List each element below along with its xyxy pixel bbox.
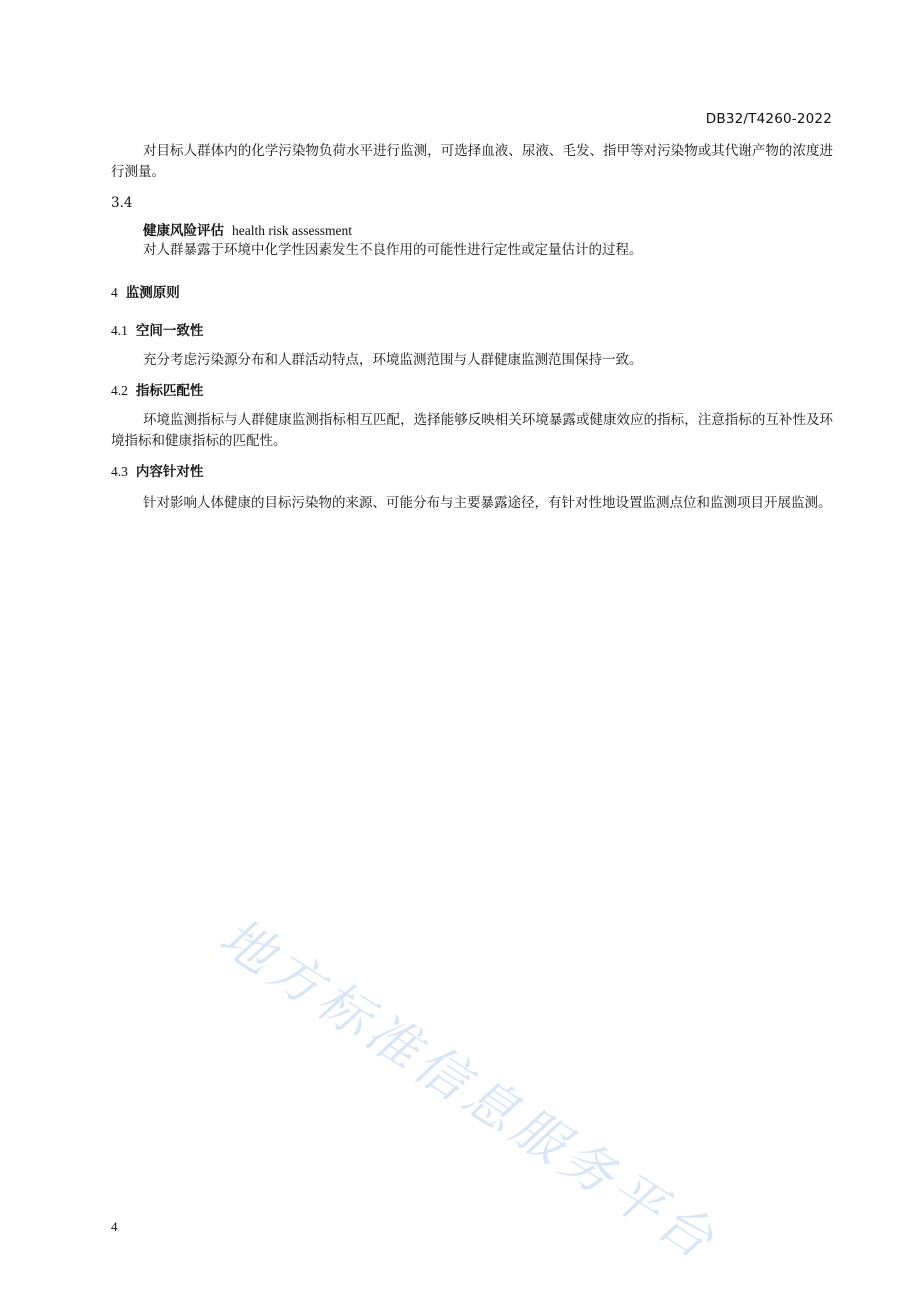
section-title: 内容针对性 bbox=[135, 464, 204, 480]
section-heading-4-3 bbox=[111, 461, 203, 483]
section-title: 空间一致性 bbox=[135, 323, 204, 339]
section-number: 4.3 bbox=[111, 464, 128, 479]
biomonitoring-definition: 对目标人群体内的化学污染物负荷水平进行监测，可选择血液、尿液、毛发、指甲等对污染物或其代谢产物的浓度进行测量。 bbox=[111, 143, 833, 180]
section-heading-4 bbox=[111, 282, 180, 304]
document-code: DB32/T4260-2022 bbox=[705, 111, 832, 127]
page-number: 4 bbox=[111, 1219, 118, 1234]
section-number: 4.2 bbox=[111, 383, 128, 398]
section-number: 4 bbox=[111, 285, 118, 300]
section-title: 监测原则 bbox=[125, 285, 180, 301]
term-heading bbox=[143, 220, 352, 242]
term-zh: 健康风险评估 bbox=[143, 223, 224, 239]
section-heading-4-2 bbox=[111, 380, 203, 402]
section-number: 4.1 bbox=[111, 323, 128, 338]
section-heading-4-1 bbox=[111, 320, 203, 342]
term-number: 3.4 bbox=[111, 195, 133, 211]
section-body-4-2: 环境监测指标与人群健康监测指标相互匹配，选择能够反映相关环境暴露或健康效应的指标，注意指标的互补性及环境指标和健康指标的匹配性。 bbox=[111, 412, 833, 449]
watermark: 地方标准信息服务平台 bbox=[208, 906, 728, 1274]
section-body-4-1: 充分考虑污染源分布和人群活动特点，环境监测范围与人群健康监测范围保持一致。 bbox=[143, 352, 643, 368]
term-definition: 对人群暴露于环境中化学性因素发生不良作用的可能性进行定性或定量估计的过程。 bbox=[143, 242, 643, 258]
section-title: 指标匹配性 bbox=[135, 383, 204, 399]
section-body-4-3: 针对影响人体健康的目标污染物的来源、可能分布与主要暴露途径，有针对性地设置监测点位和监测项目开展监测。 bbox=[143, 495, 832, 511]
term-en: health risk assessment bbox=[232, 223, 352, 238]
